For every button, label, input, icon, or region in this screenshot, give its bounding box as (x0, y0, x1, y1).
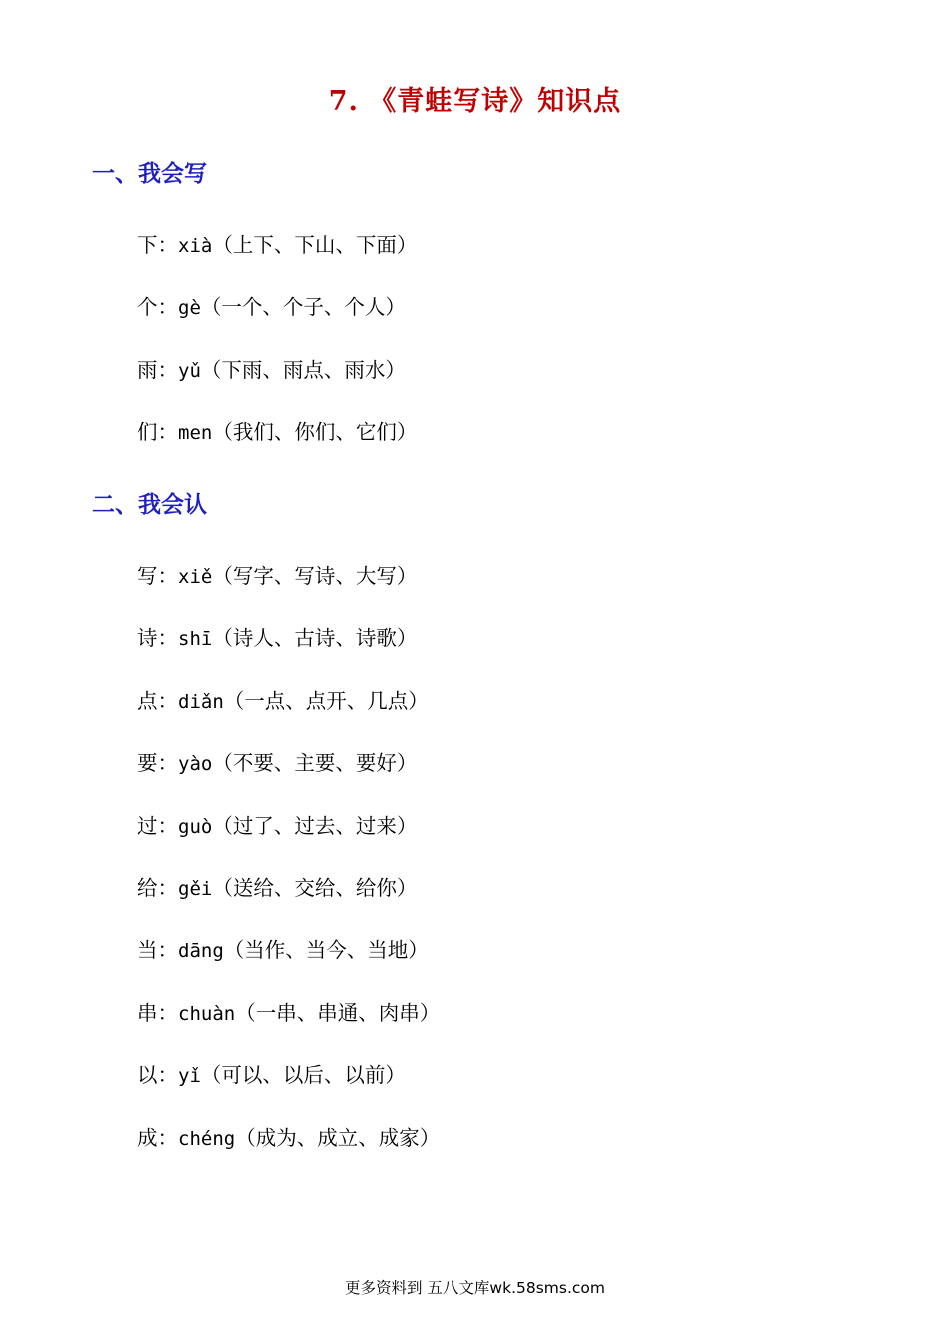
example-words: （不要、主要、要好） (212, 751, 418, 776)
pinyin: gěi (178, 877, 213, 900)
pinyin: yǔ (178, 359, 201, 382)
example-words: （一个、个子、个人） (200, 295, 406, 320)
list-item: 以：yǐ（可以、以后、以前） (137, 1063, 406, 1088)
pinyin: yào (178, 753, 213, 776)
list-item: 成：chéng（成为、成立、成家） (137, 1125, 441, 1150)
character: 过 (137, 813, 158, 838)
example-words: （过了、过去、过来） (212, 813, 418, 838)
pinyin: men (178, 422, 213, 445)
pinyin: shī (178, 628, 213, 651)
list-item: 雨：yǔ（下雨、雨点、雨水） (137, 357, 406, 382)
pinyin: chéng (178, 1127, 236, 1150)
pinyin: yǐ (178, 1065, 201, 1088)
example-words: （下雨、雨点、雨水） (200, 357, 406, 382)
example-words: （一点、点开、几点） (223, 688, 429, 713)
list-item: 下：xià（上下、下山、下面） (137, 233, 418, 257)
character: 以 (137, 1063, 158, 1088)
example-words: （可以、以后、以前） (200, 1063, 406, 1088)
pinyin: xiě (178, 566, 213, 588)
pinyin: dāng (178, 940, 224, 963)
pinyin: diǎn (178, 690, 224, 713)
write-character-list (137, 229, 417, 479)
list-item: 给：gěi（送给、交给、给你） (137, 875, 418, 900)
list-item: 们：men（我们、你们、它们） (137, 420, 418, 445)
character: 给 (137, 875, 158, 900)
character: 写 (137, 564, 158, 588)
example-words: （写字、写诗、大写） (212, 564, 418, 588)
document-title: 7. 《青蛙写诗》知识点 (328, 86, 622, 117)
character: 们 (137, 420, 158, 445)
list-item: 串：chuàn（一串、串通、肉串） (137, 1000, 441, 1025)
character: 要 (137, 751, 158, 776)
example-words: （当作、当今、当地） (223, 938, 429, 963)
list-item: 当：dāng（当作、当今、当地） (137, 938, 429, 963)
character: 点 (137, 688, 158, 713)
list-item: 个：gè（一个、个子、个人） (137, 295, 406, 320)
list-item: 过：guò（过了、过去、过来） (137, 813, 418, 838)
character: 成 (137, 1125, 158, 1150)
character: 雨 (137, 357, 158, 382)
list-item: 写：xiě（写字、写诗、大写） (137, 564, 418, 588)
footer-source-note: 更多资料到 五八文库wk.58sms.com (344, 1279, 605, 1297)
pinyin: guò (178, 815, 213, 838)
recognize-character-list (137, 560, 440, 1184)
example-words: （一串、串通、肉串） (235, 1000, 441, 1025)
character: 个 (137, 295, 158, 320)
example-words: （诗人、古诗、诗歌） (212, 626, 418, 651)
character: 下 (137, 233, 158, 257)
example-words: （我们、你们、它们） (212, 420, 418, 445)
character: 串 (137, 1000, 158, 1025)
list-item: 要：yào（不要、主要、要好） (137, 751, 418, 776)
list-item: 点：diǎn（一点、点开、几点） (137, 688, 429, 713)
section-heading-recognize: 二、我会认 (92, 491, 207, 518)
pinyin: chuàn (178, 1002, 236, 1025)
character: 当 (137, 938, 158, 963)
pinyin: xià (178, 235, 213, 257)
pinyin: gè (178, 297, 201, 320)
example-words: （成为、成立、成家） (235, 1125, 441, 1150)
list-item: 诗：shī（诗人、古诗、诗歌） (137, 626, 418, 651)
example-words: （上下、下山、下面） (212, 233, 418, 257)
character: 诗 (137, 626, 158, 651)
example-words: （送给、交给、给你） (212, 875, 418, 900)
section-heading-write: 一、我会写 (92, 160, 207, 187)
